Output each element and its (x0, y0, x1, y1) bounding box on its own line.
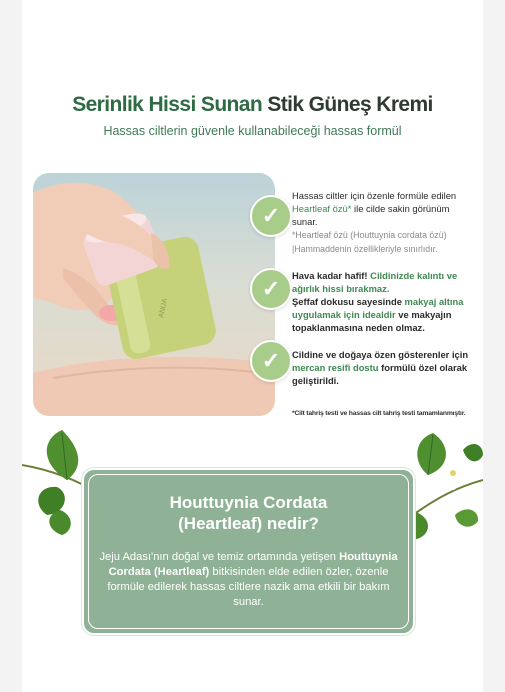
check-icon: ✓ (250, 268, 292, 310)
benefit-2 (292, 269, 477, 334)
info-card-body-pre: Jeju Adası'nın doğal ve temiz ortamında yetişen (99, 551, 340, 563)
title-dark-part: Stik Güneş Kremi (262, 93, 433, 116)
check-icon: ✓ (250, 340, 292, 382)
benefit-2-bold-2: Şeffaf dokusu sayesinde (292, 296, 405, 307)
benefit-3-text-b: formülü özel olarak geliştirildi. (292, 362, 468, 386)
info-card-body (96, 550, 401, 610)
info-card-title-line-2: (Heartleaf) nedir? (178, 514, 319, 533)
page-subtitle: Hassas ciltlerin güvenle kullanabileceği hassas formül (103, 124, 402, 138)
benefit-2-bold-1: Hava kadar hafif! (292, 270, 368, 281)
benefit-2-rest: ve makyajın topaklanmasına neden olmaz. (292, 309, 452, 333)
product-photo (33, 173, 275, 416)
benefit-1-text-b: ile cilde sakin görünüm sunar. (292, 203, 450, 227)
tube-brand-label: ANUA (158, 297, 170, 319)
info-card (82, 468, 415, 635)
page-title (0, 93, 505, 117)
benefit-3-text-a: Cildine ve doğaya özen gösterenler için (292, 349, 469, 360)
benefit-3-highlight: mercan resifi dostu (292, 362, 379, 373)
check-icon: ✓ (250, 195, 292, 237)
disclaimer: *Cilt tahriş testi ve hassas cilt tahriş testi tamamlanmıştır. (292, 410, 466, 417)
title-green-part: Serinlik Hissi Sunan (72, 93, 263, 116)
product-illustration (33, 173, 275, 416)
benefit-1-text-a: Hassas ciltler için özenle formüle edilen (292, 190, 457, 201)
benefit-1-note-1: *Heartleaf özü (Houttuynia cordata özü) (292, 230, 447, 240)
info-card-title (84, 492, 413, 534)
benefit-1-note-2: |Hammaddenin özellikleriyle sınırlıdır. (292, 244, 438, 254)
info-card-body-post: bitkisinden elde edilen özler, özenle formüle edilerek hassas ciltlere nazik ama etkili bir bakım sunar. (107, 566, 390, 608)
benefit-3 (292, 348, 477, 387)
benefit-1-highlight: Heartleaf özü* (292, 203, 352, 214)
info-card-body-bold: Houttuynia Cordata (Heartleaf) (108, 551, 398, 578)
benefit-2-highlight-2: makyaj altına uygulamak için idealdir (292, 296, 464, 320)
info-card-title-line-1: Houttuynia Cordata (169, 493, 328, 512)
benefit-1 (292, 189, 477, 256)
benefit-2-highlight-1: Cildinizde kalıntı ve ağırlık hissi bırakmaz. (292, 270, 458, 294)
